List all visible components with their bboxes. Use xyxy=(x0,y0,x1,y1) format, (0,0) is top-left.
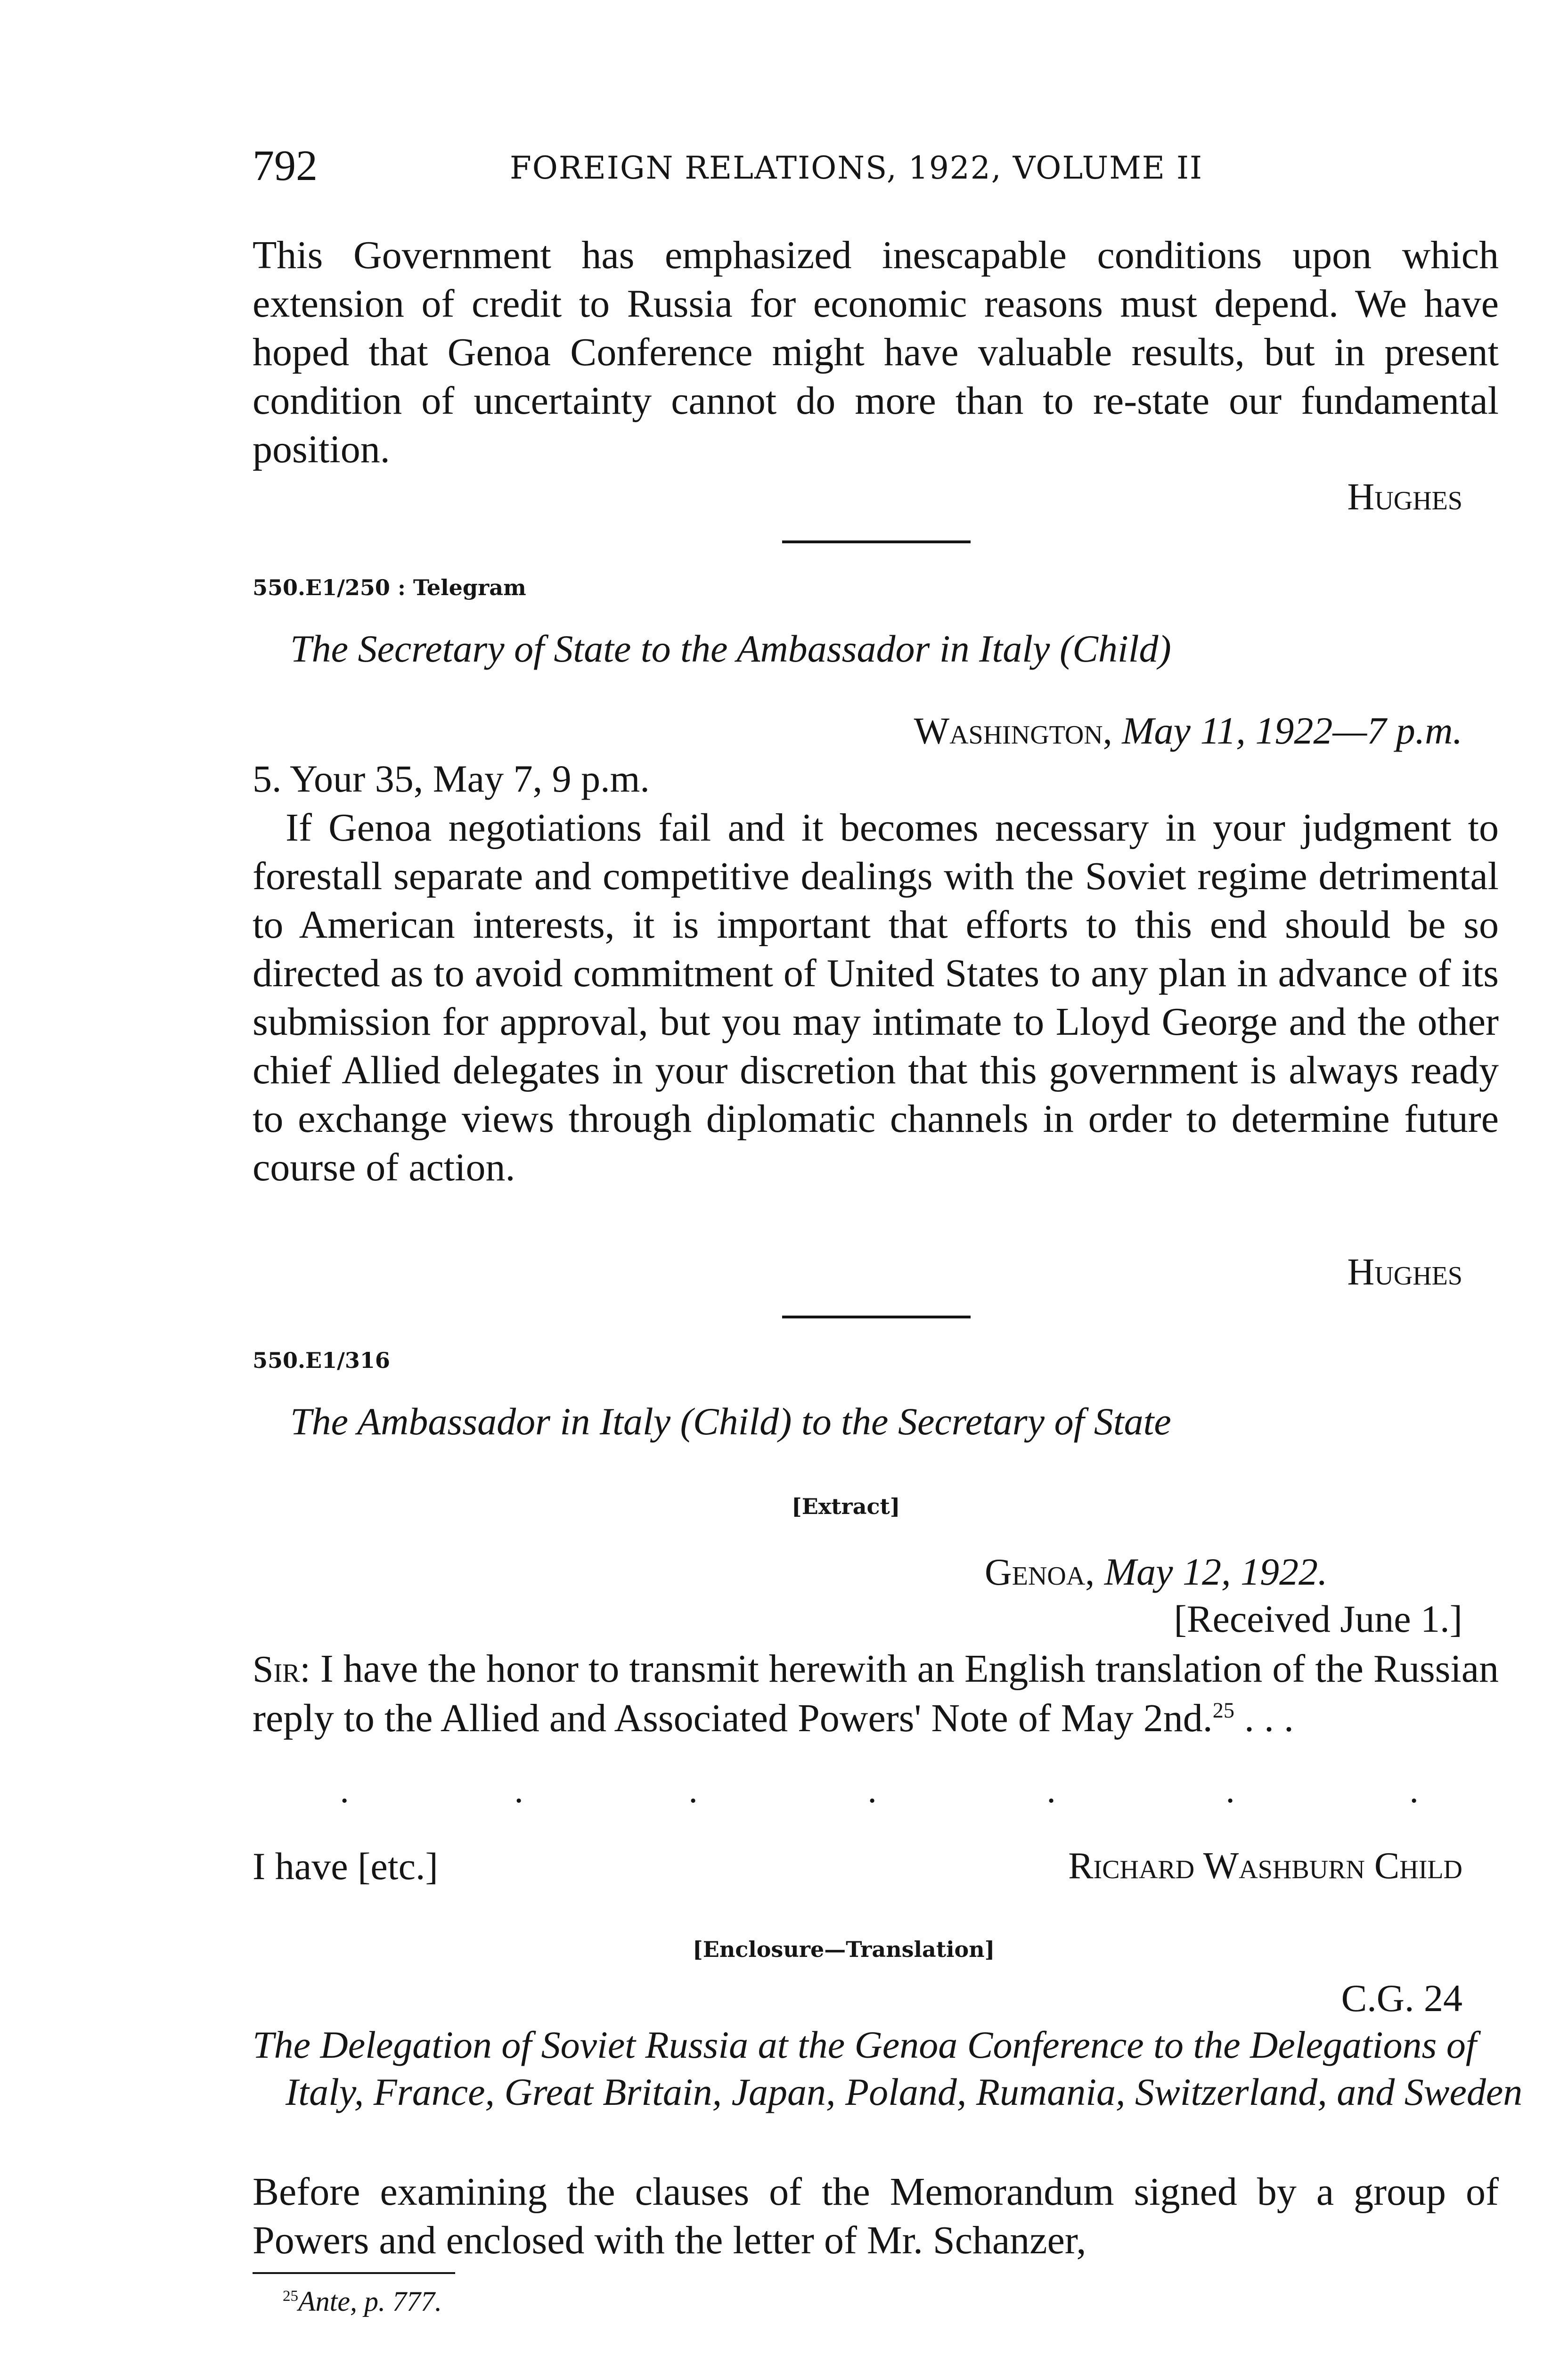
body-paragraph xyxy=(253,1644,1499,1742)
reference-line: 5. Your 35, May 7, 9 p.m. xyxy=(253,757,650,800)
document-title: The Ambassador in Italy (Child) to the Secretary of State xyxy=(290,1400,1171,1443)
salutation: Sir: xyxy=(253,1649,310,1690)
footnote-marker: 25 xyxy=(283,2288,298,2305)
page-number: 792 xyxy=(253,141,318,189)
extract-label: [Extract] xyxy=(792,1494,900,1519)
closing-line: I have [etc.] xyxy=(253,1845,438,1888)
signature: Hughes xyxy=(1347,476,1462,518)
dateline-place: Genoa, xyxy=(985,1552,1095,1593)
running-title: FOREIGN RELATIONS, 1922, VOLUME II xyxy=(510,150,1203,186)
footnote xyxy=(283,2285,442,2318)
signature: Hughes xyxy=(1347,1252,1462,1293)
footnote-reference: 25 xyxy=(1212,1698,1234,1722)
enclosure-label: [Enclosure—Translation] xyxy=(693,1937,995,1962)
dateline xyxy=(914,707,1462,755)
footnote-divider xyxy=(253,2272,455,2274)
ellipsis: . . . xyxy=(1234,1696,1294,1740)
dateline-date: May 11, 1922—7 p.m. xyxy=(1122,709,1462,752)
body-paragraph: This Government has emphasized inescapable conditions upon which extension of credit to Russia for economic reasons must depend. We have hoped that Genoa Conference might have valuable results, but in present condition of uncertainty cannot do more than to re-state our fundamental position. xyxy=(253,233,1499,471)
section-divider xyxy=(782,1316,971,1318)
document-title: The Delegation of Soviet Russia at the Genoa Conference to the Delegations of Italy, France, Great Britain, Japan, Poland, Rumania, Switzerland, and Sweden xyxy=(253,2023,1523,2113)
document-code: C.G. 24 xyxy=(1341,1977,1462,2020)
file-reference: 550.E1/316 xyxy=(253,1348,390,1373)
document-page: 792 FOREIGN RELATIONS, 1922, VOLUME II This Government has emphasized inescapable conditions upon which extension of credit to Russia for economic reasons must depend. We have hoped that Genoa Conference might have valuable results, but in present condition of uncertainty cannot do more than to re-state our fundamental position. Hughes 550.E1/250 : Telegram The Secretary of State to the Ambassador in Italy (Child) Washington, May 11, 1922—7 p.m. 5. Your 35, May 7, 9 p.m. If Genoa negotiations fail and it becomes necessary in your judgment to forestall separate and competitive dealings with the Soviet regime detrimental to American interests, it is important that efforts to this end should be so directed as to avoid commitment of United States to any plan in advance of its submission for approval, but you may intimate to Lloyd George and the other chief Allied delegates in your discretion that this government is always ready to exchange views through diplomatic channels in order to determine future course of action. Hughes 550.E1/316 The Ambassador in Italy (Child) to the Secretary of State [Extract] Genoa, May 12, 1922. [Received June 1.] Sir: I have the honor to transmit herewith an English translation of the Russian reply to the Allied and Associated Powers' Note of May 2nd.$^{25}$ . . . . . . . . . . I have [etc.] Richard Washburn Child [Enclosure—Translation] C.G. 24 The Delegation of Soviet Russia at the Genoa Conference to the Delegations of Italy, France, Great Britain, Japan, Poland, Rumania, Switzerland, and Sweden Before examining the clauses of the Memorandum signed by a group of Powers and enclosed with the letter of Mr. Schanzer, $^{25}$Ante, p. 777. xyxy=(0,0,1568,2356)
file-reference: 550.E1/250 : Telegram xyxy=(253,575,526,600)
dateline-place: Washington, xyxy=(914,711,1112,752)
dateline xyxy=(985,1548,1328,1596)
paragraph-text: I have the honor to transmit herewith an English translation of the Russian reply to the Allied and Associated Powers' Note of May 2nd. xyxy=(253,1647,1499,1740)
received-date: [Received June 1.] xyxy=(1174,1597,1462,1640)
signature: Richard Washburn Child xyxy=(1068,1845,1462,1887)
section-divider xyxy=(782,540,971,543)
body-paragraph: If Genoa negotiations fail and it becomes necessary in your judgment to forestall separate and competitive dealings with the Soviet regime detrimental to American interests, it is important that efforts to this end should be so directed as to avoid commitment of United States to any plan in advance of its submission for approval, but you may intimate to Lloyd George and the other chief Allied delegates in your discretion that this government is always ready to exchange views through diplomatic channels in order to determine future course of action. xyxy=(253,806,1499,1189)
document-title: The Secretary of State to the Ambassador in Italy (Child) xyxy=(290,627,1171,670)
body-paragraph: Before examining the clauses of the Memorandum signed by a group of Powers and enclosed with the letter of Mr. Schanzer, xyxy=(253,2170,1499,2262)
footnote-text: Ante, p. 777. xyxy=(298,2286,442,2317)
dateline-date: May 12, 1922. xyxy=(1104,1550,1328,1593)
